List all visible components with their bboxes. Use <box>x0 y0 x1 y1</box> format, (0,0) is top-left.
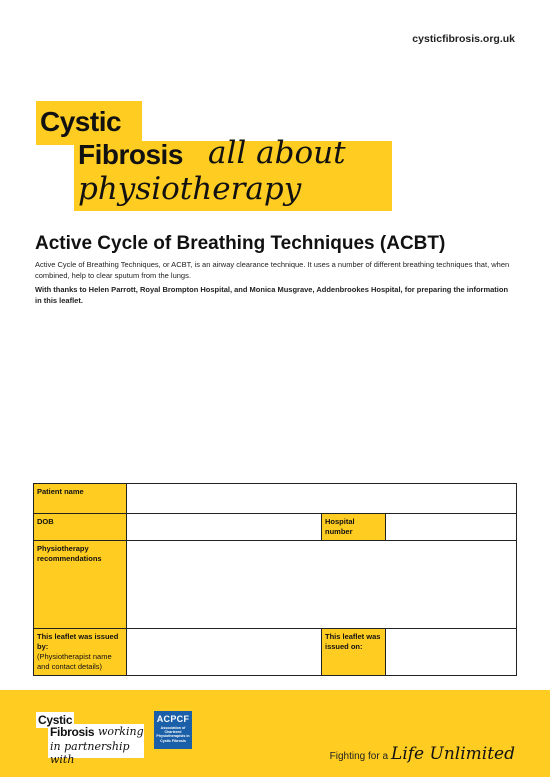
issued-on-field[interactable] <box>386 629 517 676</box>
footer-logo-partnership: in partnership with <box>50 740 130 766</box>
footer-band <box>0 690 550 777</box>
patient-details-form <box>33 483 517 676</box>
footer-logo-working: working <box>98 725 144 738</box>
hospital-number-field[interactable] <box>386 514 517 541</box>
footer-logo-cystic: Cystic <box>38 713 73 727</box>
website-url: cysticfibrosis.org.uk <box>412 33 515 45</box>
tagline <box>330 744 515 764</box>
patient-name-label: Patient name <box>34 484 127 514</box>
issued-by-field[interactable] <box>127 629 322 676</box>
logo-word-cystic: Cystic <box>40 106 122 137</box>
logo-script-all-about: all about <box>208 135 346 171</box>
logo-script-physiotherapy: physiotherapy <box>78 171 302 207</box>
acknowledgement-paragraph: With thanks to Helen Parrott, Royal Brompton Hospital, and Monica Musgrave, Addenbrookes Hospital, for preparing the information in this leaflet. <box>35 285 509 305</box>
document-title: Active Cycle of Breathing Techniques (ACBT) <box>35 233 446 254</box>
issued-by-text: This leaflet was issued by: <box>37 632 119 651</box>
form-row-issued <box>34 629 517 676</box>
cf-working-logo <box>36 712 156 766</box>
dob-label: DOB <box>34 514 127 541</box>
acpcf-logo <box>154 711 192 749</box>
hospital-number-label: Hospital number <box>322 514 386 541</box>
tagline-prefix: Fighting for a <box>329 751 389 762</box>
physio-recommendations-field[interactable] <box>127 541 517 629</box>
cf-physio-logo <box>36 101 516 211</box>
form-row-physio <box>34 541 517 629</box>
form-row-dob <box>34 514 517 541</box>
intro-paragraph: Active Cycle of Breathing Techniques, or ACBT, is an airway clearance technique. It uses a number of different breathing techniques that, when combined, help to clear sputum from the lungs. <box>35 260 510 280</box>
logo-word-fibrosis: Fibrosis <box>78 139 183 170</box>
issued-by-label <box>34 629 127 676</box>
dob-field[interactable] <box>127 514 322 541</box>
patient-name-field[interactable] <box>127 484 517 514</box>
issued-on-label: This leaflet was issued on: <box>322 629 386 676</box>
acpcf-fullname: Association of Chartered Physiotherapists in Cystic Fibrosis <box>156 726 190 743</box>
footer-logo-fibrosis: Fibrosis <box>50 725 95 739</box>
tagline-script: Life Unlimited <box>391 744 515 764</box>
form-row-patient-name <box>34 484 517 514</box>
acpcf-abbrev: ACPCF <box>156 714 190 724</box>
physio-recommendations-label: Physiotherapy recommendations <box>34 541 127 629</box>
issued-by-subtext: (Physiotherapist name and contact details) <box>37 652 112 671</box>
